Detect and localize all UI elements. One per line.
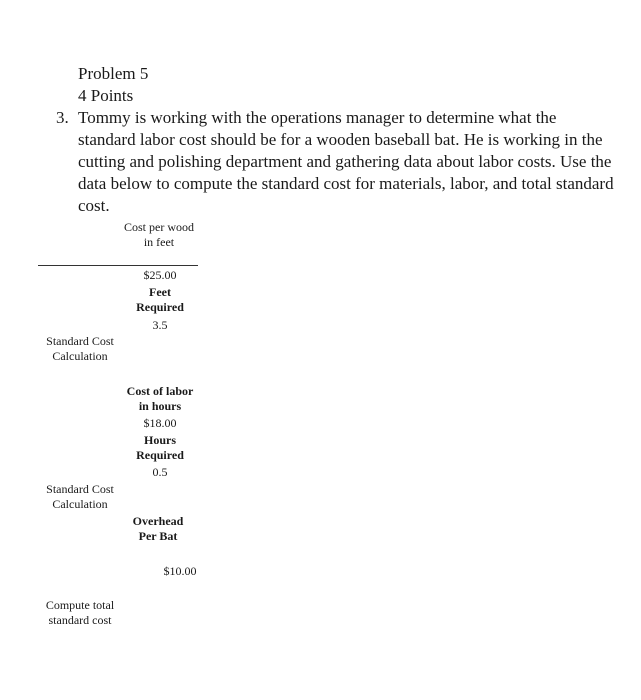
standard-cost-label: Standard Cost [46, 482, 114, 496]
cost-of-labor-value: $18.00 [143, 416, 177, 430]
feet-label: Feet [149, 285, 171, 299]
problem-points: 4 Points [78, 86, 134, 105]
cost-of-labor-label: Cost of labor [126, 384, 194, 398]
compute-total-label: Compute total [45, 598, 115, 612]
calculation-label: Calculation [52, 349, 108, 363]
standard-cost-label: standard cost [48, 613, 112, 627]
required-label: Required [136, 300, 184, 314]
standard-cost-label: Standard Cost [46, 334, 114, 348]
in-hours-label: in hours [138, 399, 182, 413]
overhead-value: $10.00 [163, 564, 197, 578]
overhead-label: Overhead [132, 514, 184, 528]
per-bat-label: Per Bat [138, 529, 178, 543]
question-block [56, 107, 616, 217]
problem-title: Problem 5 [78, 64, 149, 83]
cost-per-wood-value: $25.00 [143, 268, 177, 282]
required-label: Required [136, 448, 184, 462]
hours-required-value: 0.5 [152, 465, 168, 479]
feet-required-header [120, 285, 200, 315]
overhead-header [118, 514, 198, 544]
calculation-label: Calculation [52, 497, 108, 511]
question-number: 3. [56, 108, 69, 127]
cost-per-wood-unit: in feet [143, 235, 175, 249]
cost-of-labor-header [112, 384, 208, 414]
problem-header [78, 63, 148, 107]
materials-standard-cost-label [30, 334, 130, 364]
question-text: Tommy is working with the operations manager to determine what the standard labor cost should be for a wooden baseball bat. He is working in the cutting and polishing department and gathering data about labor costs. Use the data below to compute the standard cost for materials, labor, and total standard cost. [78, 108, 614, 215]
cost-per-wood-label: Cost per wood [124, 220, 194, 234]
feet-required-value: 3.5 [152, 318, 168, 332]
hours-label: Hours [143, 433, 176, 447]
labor-standard-cost-label [30, 482, 130, 512]
hours-required-header [120, 433, 200, 463]
header-divider [38, 265, 198, 266]
total-standard-cost-label [30, 598, 130, 628]
cost-per-wood-header [112, 220, 206, 250]
